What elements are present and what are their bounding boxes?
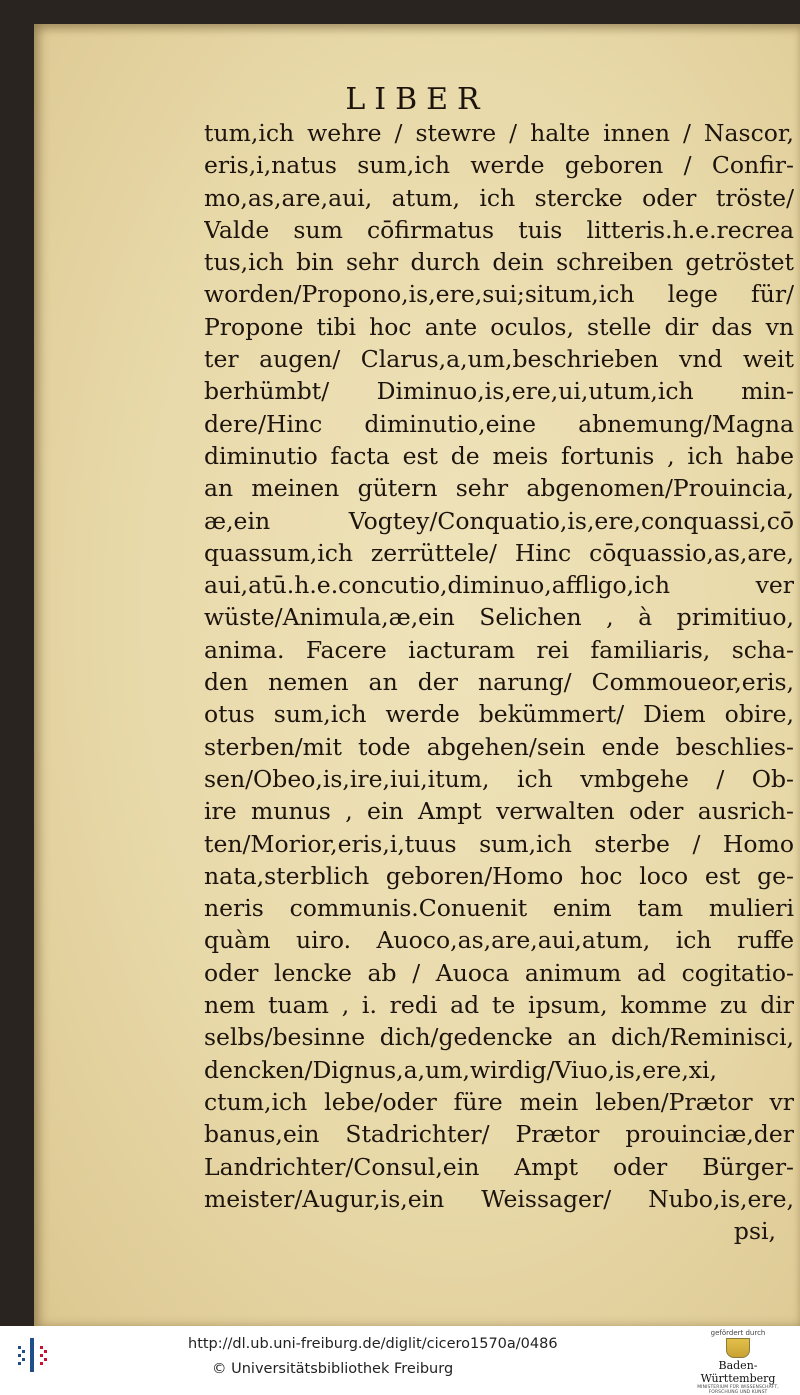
text-line: den nemen an der narung/ Commoueor,eris, bbox=[204, 668, 794, 697]
text-line: tum,ich wehre / stewre / halte innen / Nascor, bbox=[204, 119, 794, 147]
text-line: worden/Propono,is,ere,sui;situm,ich lege für/ bbox=[204, 280, 794, 309]
page-header: LIBER bbox=[345, 82, 489, 117]
text-line: nata,sterblich geboren/Homo hoc loco est ge- bbox=[204, 861, 794, 890]
text-line: dere/Hinc diminutio,eine abnemung/Magna bbox=[204, 409, 794, 438]
text-line: wüste/Animula,æ,ein Selichen , à primitiuo, bbox=[204, 603, 794, 632]
text-line: ctum,ich lebe/oder füre mein leben/Prætor vr bbox=[204, 1087, 794, 1116]
text-line: dencken/Dignus,a,um,wirdig/Viuo,is,ere,xi, bbox=[204, 1055, 718, 1084]
text-line: aui,atū.h.e.concutio,diminuo,affligo,ich ver bbox=[204, 571, 794, 600]
funder-block bbox=[690, 1329, 786, 1395]
text-line: ter augen/ Clarus,a,um,beschrieben vnd weit bbox=[204, 345, 794, 374]
text-line: otus sum,ich werde bekümmert/ Diem obire, bbox=[204, 700, 794, 729]
text-line: æ,ein Vogtey/Conquatio,is,ere,conquassi,cō bbox=[204, 506, 794, 535]
text-line: berhümbt/ Diminuo,is,ere,ui,utum,ich min- bbox=[204, 377, 794, 406]
text-line: Valde sum cōfirmatus tuis litteris.h.e.recrea bbox=[204, 215, 794, 244]
text-line: anima. Facere iacturam rei familiaris, scha- bbox=[204, 635, 794, 664]
text-line: selbs/besinne dich/gedencke an dich/Reminisci, bbox=[204, 1023, 794, 1052]
text-line: ten/Morior,eris,i,tuus sum,ich sterbe / Homo bbox=[204, 829, 794, 858]
text-line: Landrichter/Consul,ein Ampt oder Bürger- bbox=[204, 1152, 794, 1181]
text-line: meister/Augur,is,ein Weissager/ Nubo,is,ere, bbox=[204, 1184, 794, 1213]
text-line: eris,i,natus sum,ich werde geboren / Confir- bbox=[204, 151, 794, 180]
text-line: nem tuam , i. redi ad te ipsum, komme zu dir bbox=[204, 991, 794, 1020]
text-line: mo,as,are,aui, atum, ich stercke oder tröste/ bbox=[204, 183, 794, 212]
text-line: ire munus , ein Ampt verwalten oder ausrich- bbox=[204, 797, 794, 826]
text-line: diminutio facta est de meis fortunis , ich habe bbox=[204, 441, 794, 470]
book-page bbox=[34, 24, 800, 1326]
funder-ministry: MINISTERIUM FÜR WISSENSCHAFT, FORSCHUNG UND KUNST bbox=[697, 1385, 779, 1395]
text-line: an meinen gütern sehr abgenomen/Prouincia, bbox=[204, 474, 794, 503]
text-line: banus,ein Stadrichter/ Prætor prouinciæ,der bbox=[204, 1120, 794, 1149]
permalink-url[interactable]: http://dl.ub.uni-freiburg.de/diglit/cicero1570a/0486 bbox=[188, 1336, 558, 1352]
text-line: sen/Obeo,is,ire,iui,itum, ich vmbgehe / Ob- bbox=[204, 764, 794, 793]
text-line: oder lencke ab / Auoca animum ad cogitatio- bbox=[204, 958, 794, 987]
funder-state-name: Baden-Württemberg bbox=[700, 1359, 776, 1385]
text-line: quàm uiro. Auoco,as,are,aui,atum, ich ruffe bbox=[204, 926, 794, 955]
text-line: quassum,ich zerrüttele/ Hinc cōquassio,as,are, bbox=[204, 538, 794, 567]
text-line: psi, bbox=[733, 1217, 776, 1246]
copyright-notice: © Universitätsbibliothek Freiburg bbox=[212, 1361, 454, 1377]
text-line: tus,ich bin sehr durch dein schreiben getröstet bbox=[204, 248, 794, 277]
page-body-text bbox=[204, 117, 794, 1247]
footer-bar bbox=[0, 1326, 800, 1395]
text-line: Propone tibi hoc ante oculos, stelle dir das vn bbox=[204, 312, 794, 341]
ub-freiburg-logo-icon bbox=[14, 1336, 50, 1374]
baden-wuerttemberg-crest-icon bbox=[726, 1338, 750, 1358]
text-line: neris communis.Conuenit enim tam mulieri bbox=[204, 894, 794, 923]
text-line: sterben/mit tode abgehen/sein ende beschlies- bbox=[204, 732, 794, 761]
funded-by-label: gefördert durch bbox=[710, 1329, 766, 1337]
